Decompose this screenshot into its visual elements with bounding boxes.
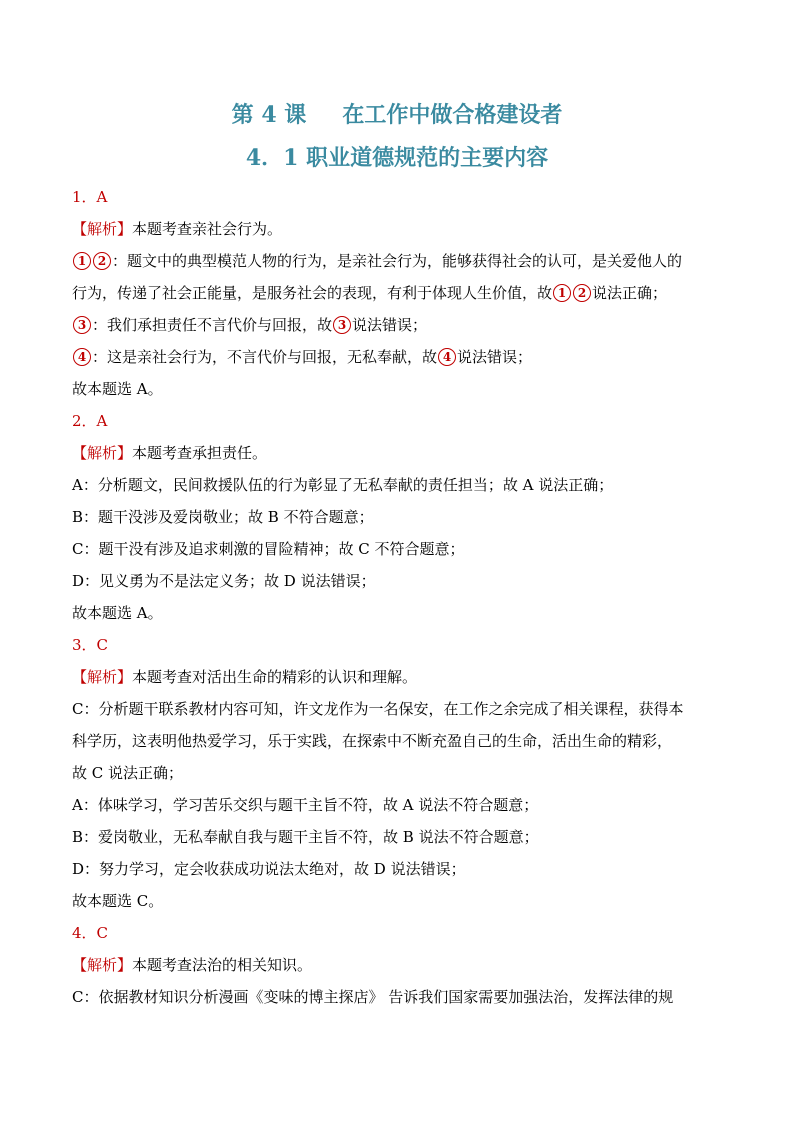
analysis-line: 科学历，这表明他热爱学习，乐于实践，在探索中不断充盈自己的生命，活出生命的精彩， [72, 732, 673, 750]
circled-number-4: 4 [438, 348, 456, 366]
analysis-line: A：体味学习，学习苦乐交织与题干主旨不符，故 A 说法不符合题意； [72, 796, 539, 814]
circled-number-1: 1 [73, 252, 91, 270]
circled-number-1: 1 [553, 284, 571, 302]
lesson-number: 第 4 课 [231, 102, 307, 128]
analysis-line: D：努力学习，定会收获成功说法太绝对，故 D 说法错误； [72, 860, 466, 878]
conclusion-line: 故本题选 A。 [72, 604, 163, 622]
analysis-line: 4 ：这是亲社会行为，不言代价与回报，无私奉献，故 4 说法错误； [72, 344, 728, 370]
circled-number-2: 2 [573, 284, 591, 302]
analysis-line: B：题干没涉及爱岗敬业；故 B 不符合题意； [72, 508, 374, 526]
conclusion-line: 故本题选 C。 [72, 892, 164, 910]
analysis-line: 故 C 说法正确； [72, 764, 184, 782]
question-number: 3．C [72, 636, 109, 654]
analysis-line: A：分析题文，民间救援队伍的行为彰显了无私奉献的责任担当；故 A 说法正确； [72, 476, 614, 494]
analysis-line: 【解析】本题考查法治的相关知识。 [72, 956, 313, 974]
analysis-line: 【解析】本题考查对活出生命的精彩的认识和理解。 [72, 668, 418, 686]
circled-number-3: 3 [333, 316, 351, 334]
analysis-line: C：依据教材知识分析漫画《变味的博主探店》 告诉我们国家需要加强法治，发挥法律的规 [72, 988, 674, 1006]
question-number: 4．C [72, 924, 109, 942]
circled-number-3: 3 [73, 316, 91, 334]
analysis-line: C：分析题干联系教材内容可知，许文龙作为一名保安，在工作之余完成了相关课程，获得本 [72, 700, 684, 718]
analysis-line: 【解析】本题考查亲社会行为。 [72, 220, 283, 238]
analysis-line: D：见义勇为不是法定义务；故 D 说法错误； [72, 572, 376, 590]
question-number: 2．A [72, 412, 108, 430]
analysis-line: 3 ：我们承担责任不言代价与回报，故 3 说法错误； [72, 312, 728, 338]
section-title: 4．1 职业道德规范的主要内容 [245, 145, 549, 171]
analysis-line: 行为，传递了社会正能量，是服务社会的表现，有利于体现人生价值，故 1 2 说法正确； [72, 284, 668, 302]
lesson-name: 在工作中做合格建设者 [342, 102, 563, 128]
answer-content [72, 184, 728, 1010]
lesson-title [0, 100, 794, 130]
circled-number-2: 2 [93, 252, 111, 270]
analysis-line: B：爱岗敬业，无私奉献自我与题干主旨不符，故 B 说法不符合题意； [72, 828, 539, 846]
analysis-line: C：题干没有涉及追求刺激的冒险精神；故 C 不符合题意； [72, 540, 465, 558]
circled-number-4: 4 [73, 348, 91, 366]
analysis-line: 1 2 ：题文中的典型模范人物的行为，是亲社会行为，能够获得社会的认可，是关爱他人的 [72, 248, 728, 274]
question-number: 1．A [72, 188, 108, 206]
analysis-line: 【解析】本题考查承担责任。 [72, 444, 268, 462]
conclusion-line: 故本题选 A。 [72, 380, 163, 398]
